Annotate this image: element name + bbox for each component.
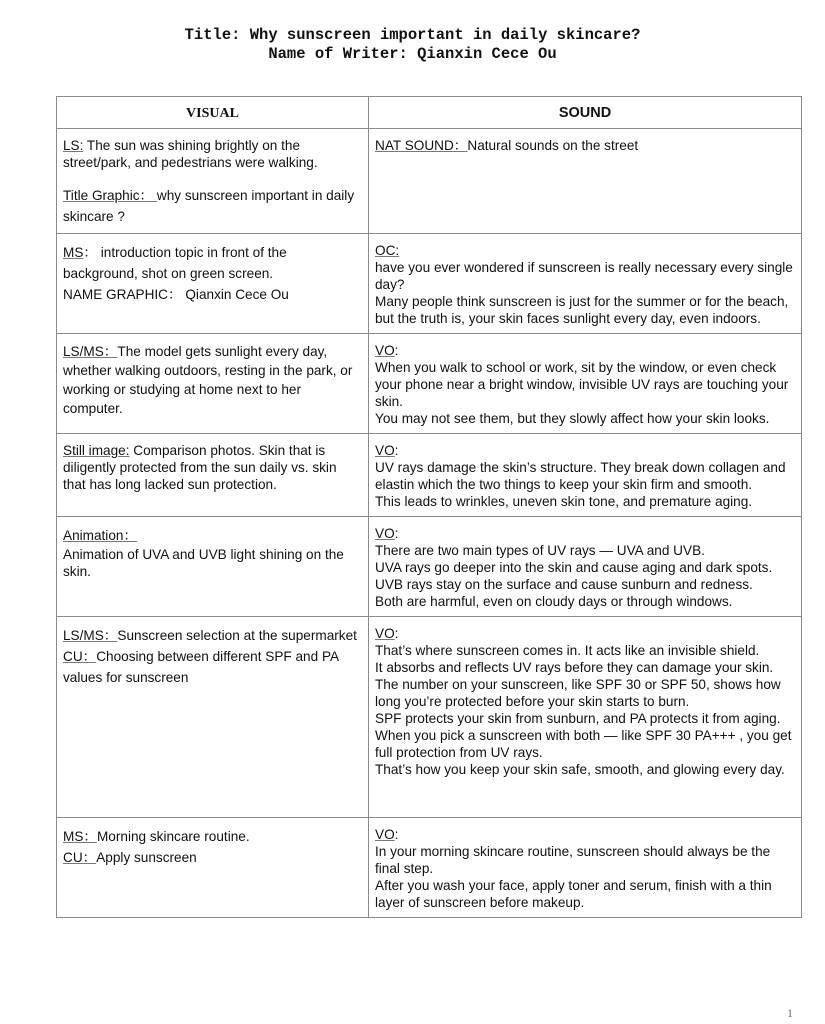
sound-cell — [369, 234, 802, 334]
visual-text: NAME GRAPHIC： Qianxin Cece Ou — [63, 287, 289, 302]
sound-cell: VO: There are two main types of UV rays — UVA and UVB. UVA rays go deeper into the skin and cause aging and dark spots. UVB rays stay on the surface and cause sunburn and redness. Both are harmful, even on cloudy days or through windows. — [369, 517, 802, 617]
table-row — [57, 234, 802, 334]
shot-label: Title Graphic： — [63, 188, 157, 203]
visual-line — [63, 342, 362, 418]
shot-label: Still image: — [63, 443, 130, 458]
table-row — [57, 617, 802, 818]
sound-line: UVB rays stay on the surface and cause sunburn and redness. — [375, 577, 753, 592]
visual-line — [63, 826, 362, 847]
document-title: Title: Why sunscreen important in daily skincare? — [184, 26, 641, 44]
sound-line: It absorbs and reflects UV rays before they can damage your skin. — [375, 660, 774, 675]
visual-cell — [57, 234, 369, 334]
shot-label: MS — [63, 245, 84, 260]
shot-label: LS/MS： — [63, 628, 118, 643]
sound-line — [375, 137, 795, 154]
sound-line: UVA rays go deeper into the skin and cause aging and dark spots. — [375, 560, 773, 575]
sound-line: UV rays damage the skin’s structure. They break down collagen and elastin which the two things to keep your skin firm and smooth. — [375, 460, 786, 492]
visual-line — [63, 284, 362, 305]
shot-label: LS: — [63, 138, 84, 153]
visual-text: why sunscreen important in daily skincare ? — [63, 188, 355, 224]
sound-line: Both are harmful, even on cloudy days or through windows. — [375, 594, 733, 609]
sound-cell: VO: When you walk to school or work, sit by the window, or even check your phone near a bright window, invisible UV rays are touching your skin. You may not see them, but they slowly affect how your skin looks. — [369, 334, 802, 434]
visual-line — [63, 442, 362, 493]
sound-line: SPF protects your skin from sunburn, and PA protects it from aging. — [375, 711, 781, 726]
shot-label: MS： — [63, 829, 97, 844]
column-header-sound: SOUND — [369, 97, 802, 129]
visual-cell — [57, 517, 369, 617]
visual-line: Animation of UVA and UVB light shining on the skin. — [63, 547, 344, 579]
sound-line: That’s how you keep your skin safe, smooth, and glowing every day. — [375, 762, 785, 777]
visual-line — [63, 185, 362, 227]
sound-cell: VO: That’s where sunscreen comes in. It acts like an invisible shield. It absorbs and reflects UV rays before they can damage your skin. The number on your sunscreen, like SPF 30 or SPF 50, shows how long you’re protected before your skin starts to burn. SPF protects your skin from sunburn, and PA protects it from aging. When you pick a sunscreen with both — like SPF 30 PA+++ , you get full protection from UV rays. That’s how you keep your skin safe, smooth, and glowing every day. — [369, 617, 802, 818]
visual-text: Choosing between different SPF and PA values for sunscreen — [63, 649, 339, 685]
visual-line — [63, 646, 362, 688]
table-row — [57, 334, 802, 434]
shot-label: Animation： — [63, 528, 138, 543]
visual-line — [63, 137, 362, 171]
visual-cell — [57, 617, 369, 818]
sound-label: OC: — [375, 243, 400, 258]
visual-text: Sunscreen selection at the supermarket — [117, 628, 357, 643]
sound-text: Natural sounds on the street — [467, 138, 639, 153]
script-table — [56, 96, 802, 918]
page-number: 1 — [787, 1006, 793, 1020]
sound-line: The number on your sunscreen, like SPF 30 or SPF 50, shows how long you’re protected before your skin starts to burn. — [375, 677, 781, 709]
shot-label: LS/MS： — [63, 344, 118, 359]
table-row — [57, 434, 802, 517]
writer-name: Name of Writer: Qianxin Cece Ou — [268, 45, 557, 63]
visual-line — [63, 847, 362, 868]
sound-label: VO — [375, 827, 395, 842]
visual-line — [63, 242, 362, 284]
sound-label: VO — [375, 343, 395, 358]
sound-label: VO — [375, 526, 395, 541]
shot-label: CU： — [63, 649, 97, 664]
document-header — [0, 26, 825, 64]
sound-cell: VO: In your morning skincare routine, sunscreen should always be the final step. After you wash your face, apply toner and serum, finish with a thin layer of sunscreen before makeup. — [369, 818, 802, 918]
shot-label: CU： — [63, 850, 97, 865]
visual-text: Comparison photos. Skin that is diligently protected from the sun daily vs. skin that has long lacked sun protection. — [63, 443, 337, 492]
sound-line: Many people think sunscreen is just for the summer or for the beach, but the truth is, your skin faces sunlight every day, even indoors. — [375, 294, 789, 326]
sound-label: VO — [375, 626, 395, 641]
visual-cell — [57, 818, 369, 918]
visual-text: Apply sunscreen — [96, 850, 197, 865]
sound-line: After you wash your face, apply toner and serum, finish with a thin layer of sunscreen before makeup. — [375, 878, 772, 910]
visual-line — [63, 525, 362, 546]
sound-line: There are two main types of UV rays — UVA and UVB. — [375, 543, 705, 558]
sound-line: This leads to wrinkles, uneven skin tone, and premature aging. — [375, 494, 753, 509]
sound-line: You may not see them, but they slowly affect how your skin looks. — [375, 411, 770, 426]
visual-text: Morning skincare routine. — [96, 829, 250, 844]
table-row — [57, 129, 802, 234]
sound-line: In your morning skincare routine, sunscreen should always be the final step. — [375, 844, 771, 876]
column-header-visual: VISUAL — [57, 97, 369, 129]
sound-line: have you ever wondered if sunscreen is really necessary every single day? — [375, 260, 793, 292]
visual-cell — [57, 334, 369, 434]
sound-line: When you pick a sunscreen with both — like SPF 30 PA+++ , you get full protection from UV rays. — [375, 728, 792, 760]
visual-line — [63, 625, 362, 646]
sound-cell — [369, 129, 802, 234]
sound-cell: VO: UV rays damage the skin’s structure. They break down collagen and elastin which the two things to keep your skin firm and smooth. This leads to wrinkles, uneven skin tone, and premature aging. — [369, 434, 802, 517]
visual-cell — [57, 129, 369, 234]
visual-text: ： introduction topic in front of the background, shot on green screen. — [63, 245, 287, 281]
visual-cell — [57, 434, 369, 517]
sound-label: NAT SOUND： — [375, 138, 468, 153]
sound-line: When you walk to school or work, sit by the window, or even check your phone near a bright window, invisible UV rays are touching your skin. — [375, 360, 789, 409]
table-row — [57, 517, 802, 617]
table-header-row — [57, 97, 802, 129]
visual-text: The model gets sunlight every day, whether walking outdoors, resting in the park, or working or studying at home next to her computer. — [63, 344, 353, 416]
sound-line: That’s where sunscreen comes in. It acts like an invisible shield. — [375, 643, 760, 658]
table-row — [57, 818, 802, 918]
visual-text: The sun was shining brightly on the street/park, and pedestrians were walking. — [63, 138, 318, 170]
sound-label: VO — [375, 443, 395, 458]
